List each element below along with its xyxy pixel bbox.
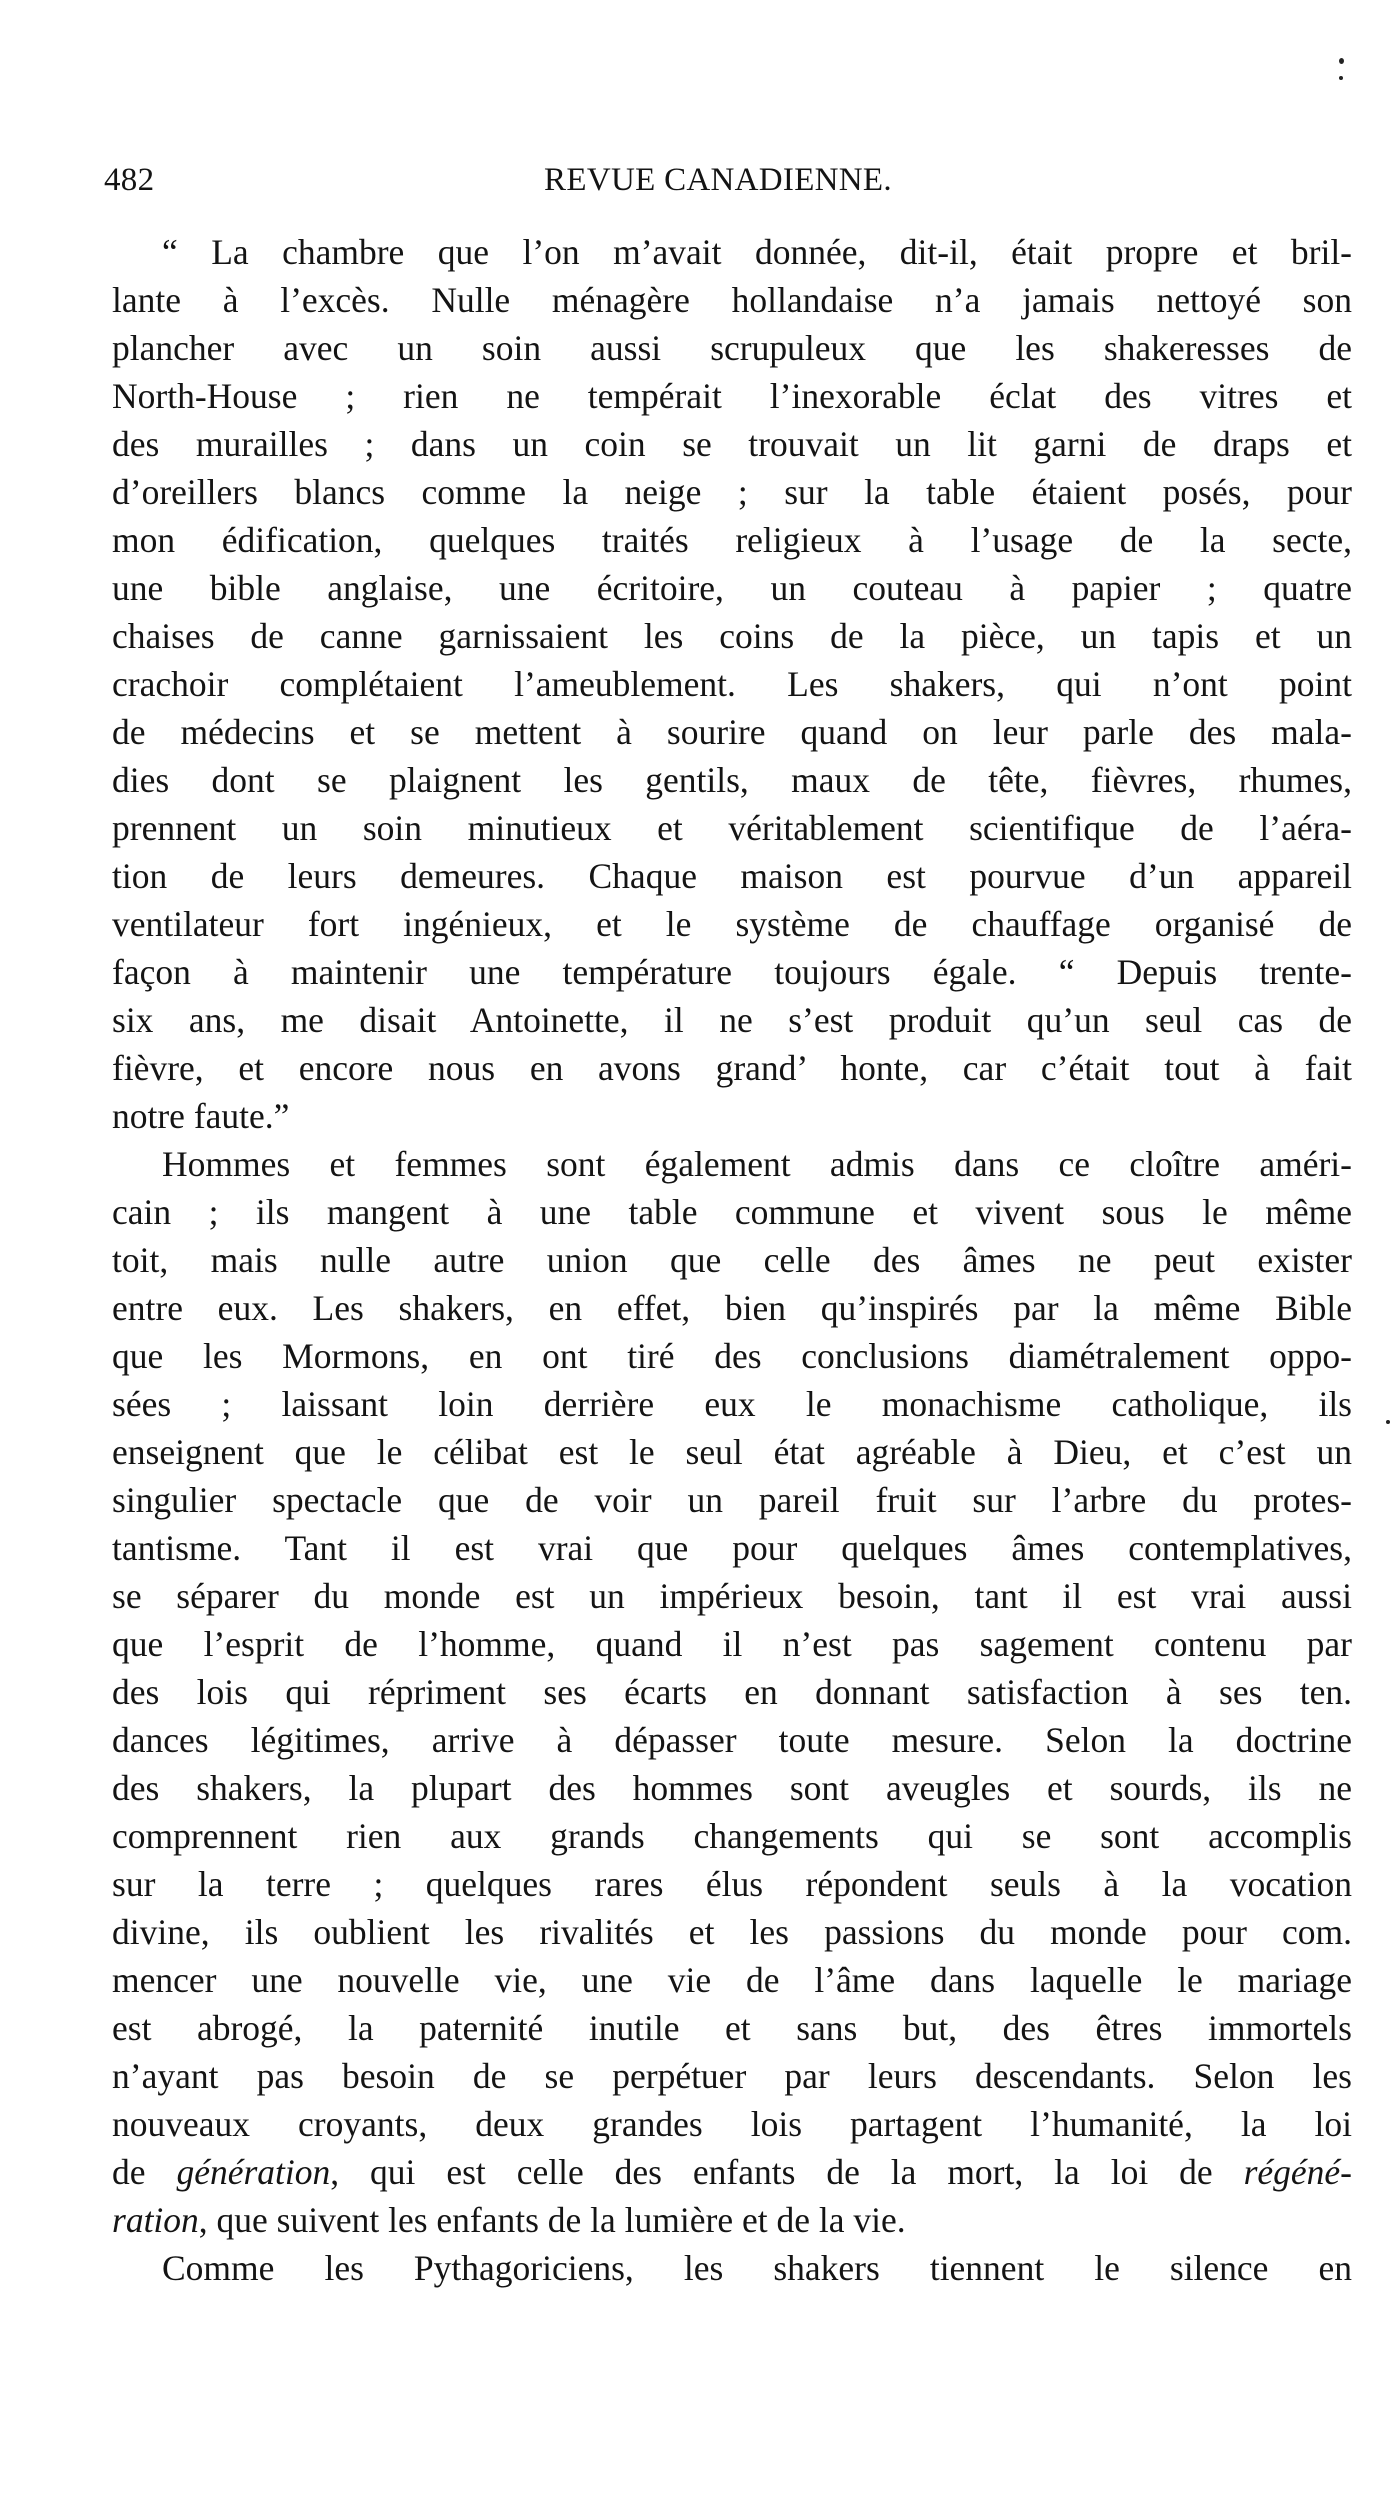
text-line: entre eux. Les shakers, en effet, bien qu’inspirés par la même Bible [112, 1288, 1352, 1328]
text-line: tantisme. Tant il est vrai que pour quelques âmes contemplatives, [112, 1528, 1352, 1568]
text-line [112, 2148, 1352, 2196]
text-line: cain ; ils mangent à une table commune et vivent sous le même [112, 1192, 1352, 1232]
text-line: divine, ils oublient les rivalités et les passions du monde pour com. [112, 1912, 1352, 1952]
ink-speck [1339, 76, 1343, 80]
text-line [112, 2196, 1352, 2244]
text-line: tion de leurs demeures. Chaque maison est pourvue d’un appareil [112, 856, 1352, 896]
text-line: sur la terre ; quelques rares élus répondent seuls à la vocation [112, 1864, 1352, 1904]
text-line: des murailles ; dans un coin se trouvait un lit garni de draps et [112, 424, 1352, 464]
ink-speck [1386, 1420, 1390, 1424]
text-line: chaises de canne garnissaient les coins de la pièce, un tapis et un [112, 616, 1352, 656]
text-line: des lois qui répriment ses écarts en donnant satisfaction à ses ten. [112, 1672, 1352, 1712]
text-line: North-House ; rien ne tempérait l’inexorable éclat des vitres et [112, 376, 1352, 416]
text-line: comprennent rien aux grands changements qui se sont accomplis [112, 1816, 1352, 1856]
text-line: enseignent que le célibat est le seul état agréable à Dieu, et c’est un [112, 1432, 1352, 1472]
text-line: n’ayant pas besoin de se perpétuer par leurs descendants. Selon les [112, 2056, 1352, 2096]
text-line: toit, mais nulle autre union que celle des âmes ne peut exister [112, 1240, 1352, 1280]
text-line: plancher avec un soin aussi scrupuleux que les shakeresses de [112, 328, 1352, 368]
text-line: que l’esprit de l’homme, quand il n’est pas sagement contenu par [112, 1624, 1352, 1664]
text-line: nouveaux croyants, deux grandes lois partagent l’humanité, la loi [112, 2104, 1352, 2144]
body-text [112, 228, 1352, 2292]
text-line: notre faute.” [112, 1096, 290, 1136]
text-line: lante à l’excès. Nulle ménagère hollandaise n’a jamais nettoyé son [112, 280, 1352, 320]
text-line: sées ; laissant loin derrière eux le monachisme catholique, ils [112, 1384, 1352, 1424]
text-line: est abrogé, la paternité inutile et sans but, des êtres immortels [112, 2008, 1352, 2048]
text-segment: de [112, 2152, 177, 2192]
italic-term: génération [176, 2152, 331, 2192]
italic-term: régéné- [1243, 2152, 1352, 2192]
text-line: dances légitimes, arrive à dépasser toute mesure. Selon la doctrine [112, 1720, 1352, 1760]
text-line: mon édification, quelques traités religieux à l’usage de la secte, [112, 520, 1352, 560]
text-line: crachoir complétaient l’ameublement. Les shakers, qui n’ont point [112, 664, 1352, 704]
text-line: prennent un soin minutieux et véritablement scientifique de l’aéra- [112, 808, 1352, 848]
text-line: façon à maintenir une température toujours égale. “ Depuis trente- [112, 952, 1352, 992]
text-line: singulier spectacle que de voir un pareil fruit sur l’arbre du protes- [112, 1480, 1352, 1520]
page-number: 482 [104, 162, 155, 198]
text-line: mencer une nouvelle vie, une vie de l’âme dans laquelle le mariage [112, 1960, 1352, 2000]
text-line: que les Mormons, en ont tiré des conclusions diamétralement oppo- [112, 1336, 1352, 1376]
text-line: six ans, me disait Antoinette, il ne s’est produit qu’un seul cas de [112, 1000, 1352, 1040]
text-line: ventilateur fort ingénieux, et le système de chauffage organisé de [112, 904, 1352, 944]
text-segment: , que suivent les enfants de la lumière et de la vie. [198, 2200, 906, 2240]
text-line: de médecins et se mettent à sourire quand on leur parle des mala- [112, 712, 1352, 752]
ink-speck [1339, 58, 1344, 64]
text-line: Comme les Pythagoriciens, les shakers tiennent le silence en [162, 2248, 1352, 2288]
text-line: dies dont se plaignent les gentils, maux de tête, fièvres, rhumes, [112, 760, 1352, 800]
text-line: “ La chambre que l’on m’avait donnée, dit-il, était propre et bril- [162, 232, 1352, 272]
page-header [104, 162, 1332, 212]
text-segment: , qui est celle des enfants de la mort, la loi de [330, 2152, 1244, 2192]
text-line: se séparer du monde est un impérieux besoin, tant il est vrai aussi [112, 1576, 1352, 1616]
text-line: des shakers, la plupart des hommes sont aveugles et sourds, ils ne [112, 1768, 1352, 1808]
text-line: d’oreillers blancs comme la neige ; sur la table étaient posés, pour [112, 472, 1352, 512]
text-line: une bible anglaise, une écritoire, un couteau à papier ; quatre [112, 568, 1352, 608]
text-line: Hommes et femmes sont également admis dans ce cloître améri- [162, 1144, 1352, 1184]
text-line: fièvre, et encore nous en avons grand’ honte, car c’était tout à fait [112, 1048, 1352, 1088]
running-title: REVUE CANADIENNE. [544, 162, 892, 198]
italic-term: ration [112, 2200, 199, 2240]
